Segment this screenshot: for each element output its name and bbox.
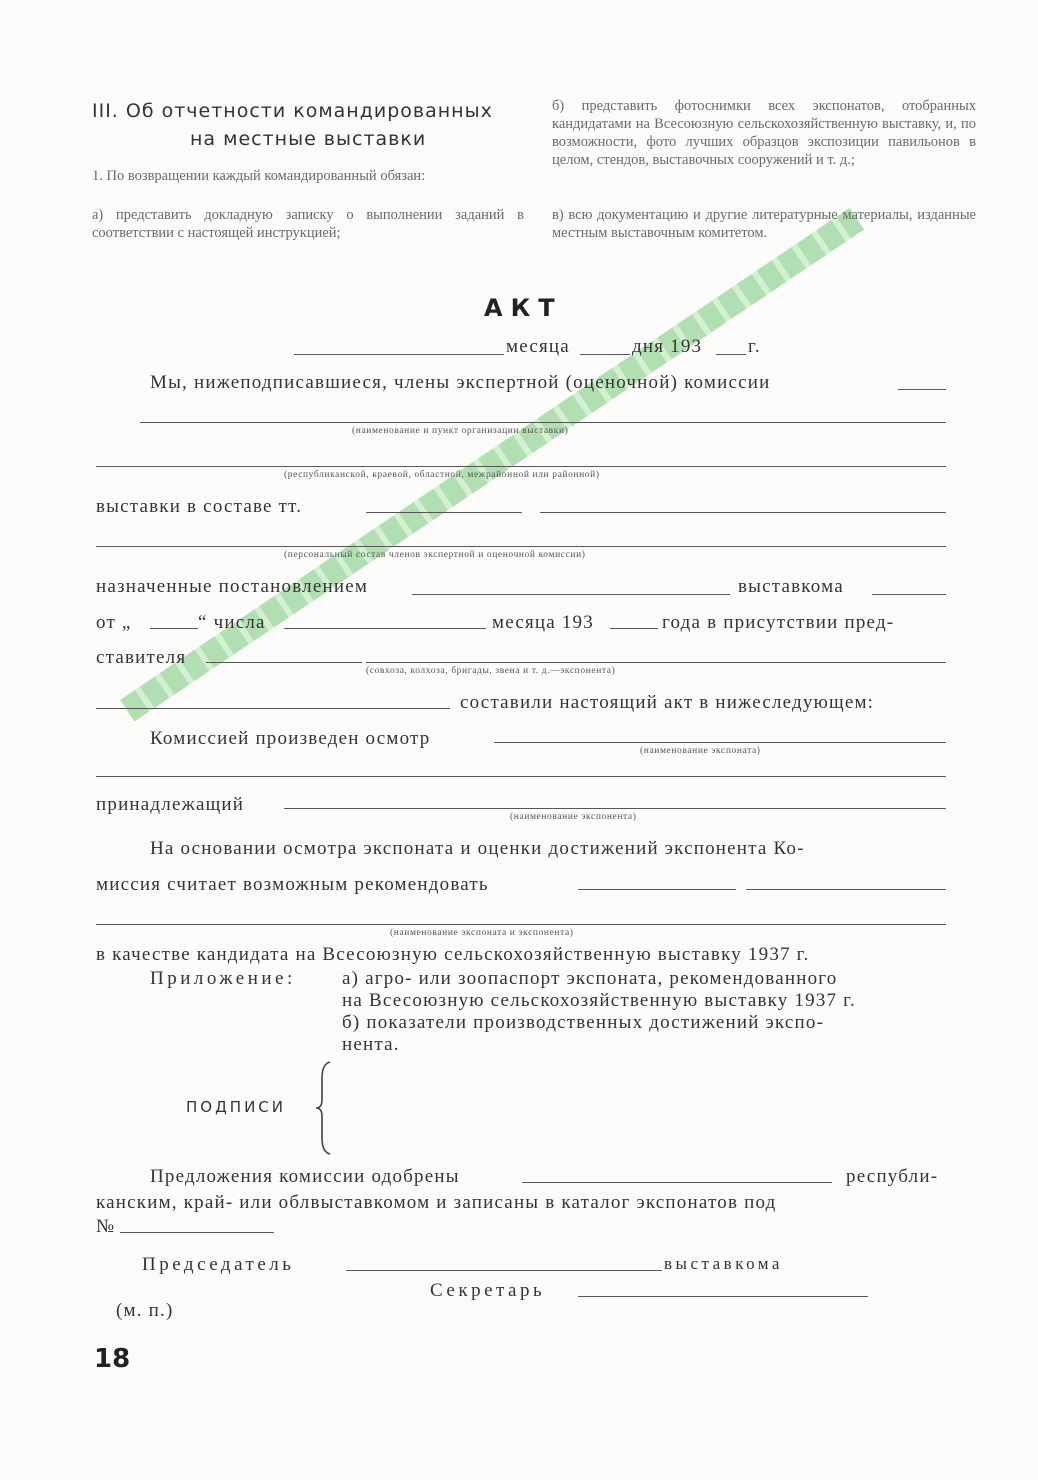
composed-text: составили настоящий акт в нижеследующем: (460, 692, 875, 713)
watermark-stripe (120, 208, 864, 722)
presence-label: года в присутствии пред- (662, 612, 895, 633)
members-blank-2[interactable] (540, 512, 946, 513)
inspection-text: Комиссией произведен осмотр (150, 728, 431, 749)
members-blank-1[interactable] (366, 512, 522, 513)
signatures-brace (314, 1060, 338, 1156)
chairman-label: Председатель (142, 1254, 295, 1275)
exponent-blank[interactable] (284, 808, 946, 809)
level-blank[interactable] (96, 466, 946, 467)
candidate-text: в качестве кандидата на Всесоюзную сельскохозяйственную выставку 1937 г. (96, 944, 810, 965)
representative-blank-1[interactable] (206, 662, 362, 663)
exhibit-blank-2[interactable] (96, 776, 946, 777)
representative-blank-2[interactable] (366, 662, 946, 663)
caption-exponent-name: (наименование экспонента) (510, 812, 637, 822)
recommend-blank-3[interactable] (96, 924, 946, 925)
appendix-b-continued: нента. (342, 1034, 400, 1055)
year-blank-2[interactable] (610, 628, 658, 629)
chairman-blank[interactable] (346, 1270, 662, 1271)
month-193-label: месяца 193 (492, 612, 594, 633)
date-year-label: г. (748, 336, 761, 357)
section-title-line2: на местные выставки (190, 128, 427, 150)
commission-blank-1[interactable] (898, 389, 946, 390)
exhibit-blank-1[interactable] (494, 742, 946, 743)
section-paragraph-2: а) представить докладную записку о выполнении заданий в соответствии с настоящей инструкцией; (92, 207, 524, 241)
appendix-a-continued: на Всесоюзную сельскохозяйственную выставку 1937 г. (342, 990, 856, 1011)
section-title-line1: III. Об отчетности командированных (92, 100, 493, 122)
recommend-blank-2[interactable] (746, 889, 946, 890)
catalog-number-blank[interactable] (120, 1232, 274, 1233)
date-month-label: месяца (506, 336, 570, 357)
from-label: от „ (96, 612, 132, 633)
appendix-a: а) агро- или зоопаспорт экспоната, рекомендованного (342, 968, 838, 989)
section-paragraph-4: в) всю документацию и другие литературные материалы, изданные местным выставочным комитетом. (552, 207, 976, 241)
exhibition-composition-label: выставки в составе тт. (96, 496, 303, 517)
secretary-label: Секретарь (430, 1280, 546, 1301)
number-sign: № (96, 1216, 116, 1237)
section-paragraph-1: 1. По возвращении каждый командированный обязан: (92, 168, 426, 184)
intro-text: Мы, нижеподписавшиеся, члены экспертной (оценочной) комиссии (150, 372, 771, 393)
date-blank[interactable] (294, 354, 504, 355)
day-blank[interactable] (580, 354, 630, 355)
proposals-line-2: канским, край- или облвыставкомом и записаны в каталог экспонатов под (96, 1192, 777, 1213)
from-number-blank[interactable] (150, 628, 198, 629)
signatures-label: ПОДПИСИ (186, 1098, 286, 1116)
appointed-label: назначенные постановлением (96, 576, 369, 597)
page-number: 18 (94, 1344, 131, 1374)
recommend-blank-1[interactable] (578, 889, 736, 890)
day-blank-2[interactable] (284, 628, 486, 629)
seal-mark: (м. п.) (116, 1300, 174, 1321)
appendix-b: б) показатели производственных достижений экспо- (342, 1012, 825, 1033)
belonging-label: принадлежащий (96, 794, 245, 815)
date-day-label: дня 193 (632, 336, 703, 357)
basis-line-2: миссия считает возможным рекомендовать (96, 874, 489, 895)
proposals-republic: республи- (846, 1166, 939, 1187)
caption-organization: (наименование и пункт организации выставки) (352, 426, 569, 436)
approval-blank[interactable] (522, 1182, 832, 1183)
organization-blank[interactable] (140, 422, 946, 423)
secretary-blank[interactable] (578, 1296, 868, 1297)
caption-exhibit: (наименование экспоната) (640, 746, 761, 756)
resolution-blank[interactable] (412, 594, 730, 595)
day-of-label: “ числа (198, 612, 266, 633)
caption-level: (республиканской, краевой, областной, межрайонной или районной) (284, 470, 600, 480)
caption-exponent: (совхоза, колхоза, бригады, звена и т. д.—экспонента) (366, 666, 616, 676)
exhibcom-label: выставкома (738, 576, 844, 597)
section-paragraph-3: б) представить фотоснимки всех экспонатов, отобранных кандидатами на Всесоюзную сельскохозяйственную выставку, и, по возможности, фото лучших образцов экспозиции павильонов в целом, стендов, выставочных сооружений и т. д.; (552, 98, 976, 168)
representative-label: ставителя (96, 647, 187, 668)
exhibcom-blank[interactable] (872, 594, 946, 595)
proposals-line-1: Предложения комиссии одобрены (150, 1166, 460, 1187)
caption-exhibit-and-exponent: (наименование экспоната и экспонента) (390, 928, 574, 938)
appendix-label: Приложение: (150, 968, 296, 989)
act-title: АКТ (484, 294, 563, 322)
basis-line-1: На основании осмотра экспоната и оценки достижений экспонента Ко- (150, 838, 805, 859)
caption-members: (персональный состав членов экспертной и оценочной комиссии) (284, 550, 586, 560)
composed-blank[interactable] (96, 708, 450, 709)
year-blank[interactable] (716, 354, 746, 355)
chairman-of-label: выставкома (664, 1254, 783, 1273)
members-blank-3[interactable] (96, 546, 946, 547)
